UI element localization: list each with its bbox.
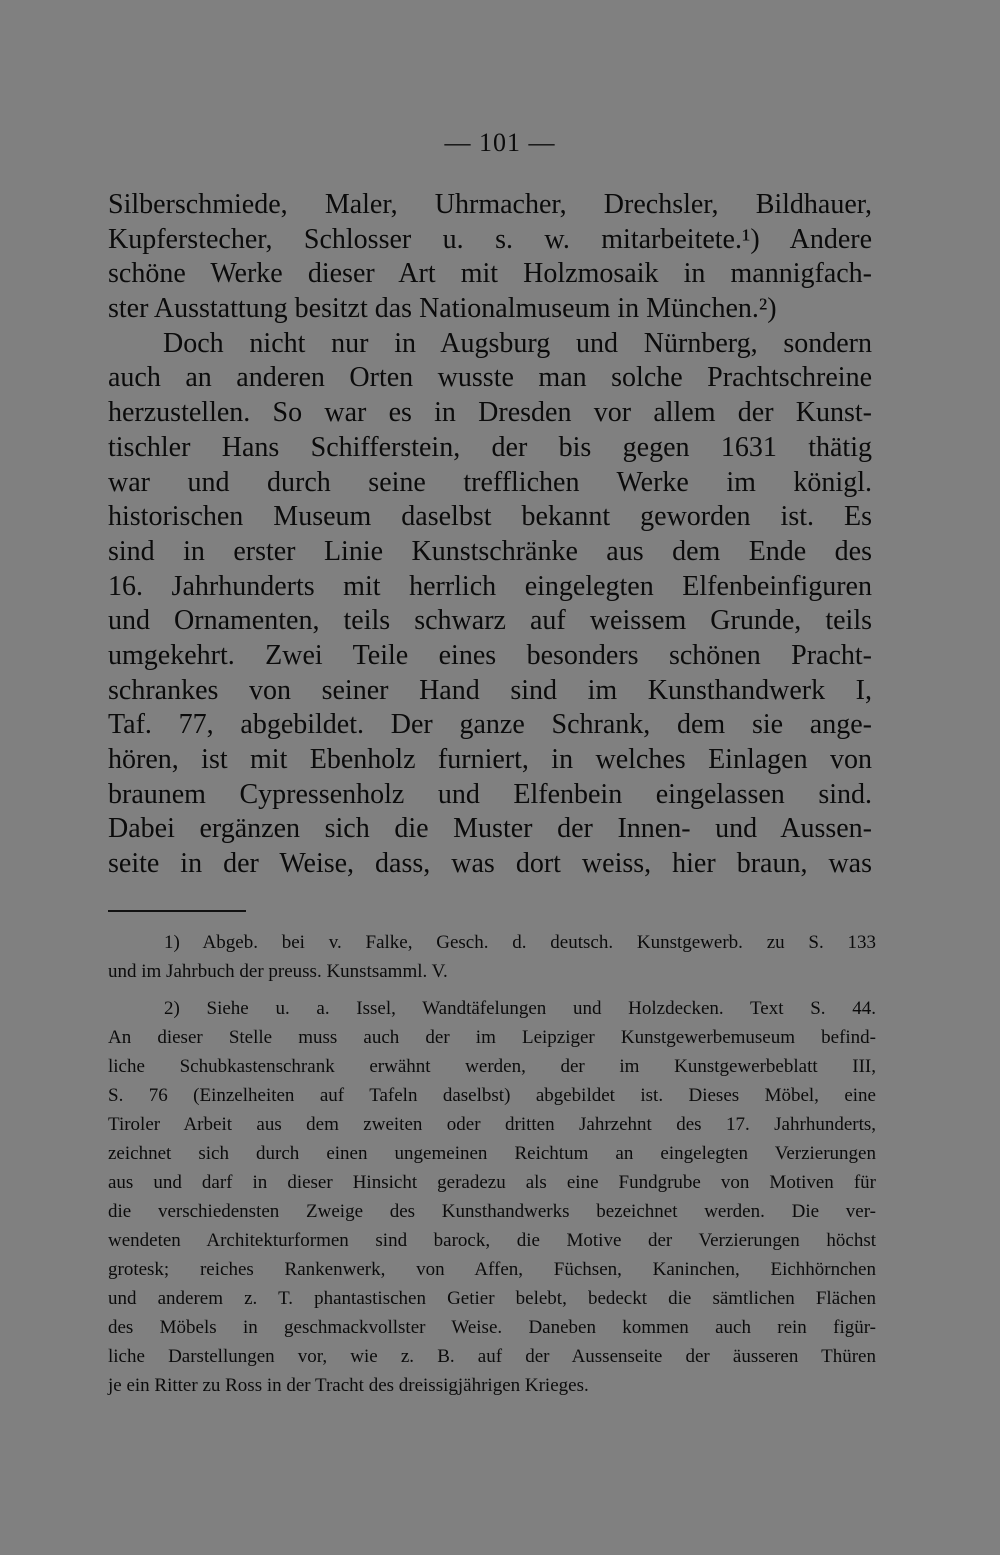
footnote-2	[108, 994, 876, 1400]
footnote-line: des Möbels in geschmackvollster Weise. Daneben kommen auch rein figür-	[108, 1317, 876, 1338]
text-line: umgekehrt. Zwei Teile eines besonders schönen Pracht-	[108, 639, 872, 671]
footnote-line: grotesk; reiches Rankenwerk, von Affen, Füchsen, Kaninchen, Eichhörnchen	[108, 1259, 876, 1280]
footnote-line: Tiroler Arbeit aus dem zweiten oder dritten Jahrzehnt des 17. Jahrhunderts,	[108, 1114, 876, 1135]
footnote-line: S. 76 (Einzelheiten auf Tafeln daselbst) abgebildet ist. Dieses Möbel, eine	[108, 1085, 876, 1106]
main-text	[108, 188, 872, 882]
footnote-line: und im Jahrbuch der preuss. Kunstsamml. V.	[108, 961, 448, 982]
footnote-line: 1) Abgeb. bei v. Falke, Gesch. d. deutsch. Kunstgewerb. zu S. 133	[164, 932, 876, 953]
footnote-line: wendeten Architekturformen sind barock, die Motive der Verzierungen höchst	[108, 1230, 876, 1251]
footnote-line: liche Darstellungen vor, wie z. B. auf der Aussenseite der äusseren Thüren	[108, 1346, 876, 1367]
footnote-line: An dieser Stelle muss auch der im Leipziger Kunstgewerbemuseum befind-	[108, 1027, 876, 1048]
text-line: schrankes von seiner Hand sind im Kunsthandwerk I,	[108, 674, 872, 706]
text-line: auch an anderen Orten wusste man solche Prachtschreine	[108, 362, 872, 394]
text-line: schöne Werke dieser Art mit Holzmosaik in mannigfach-	[108, 258, 872, 290]
footnotes	[108, 928, 876, 1400]
footnote-line: je ein Ritter zu Ross in der Tracht des dreissigjährigen Krieges.	[108, 1375, 589, 1396]
footnote-line: die verschiedensten Zweige des Kunsthandwerks bezeichnet werden. Die ver-	[108, 1201, 876, 1222]
footnote-line: aus und darf in dieser Hinsicht geradezu als eine Fundgrube von Motiven für	[108, 1172, 876, 1193]
text-line: Doch nicht nur in Augsburg und Nürnberg, sondern	[163, 327, 872, 359]
footnote-divider	[108, 910, 246, 912]
text-line: war und durch seine trefflichen Werke im königl.	[108, 466, 872, 498]
page-number: — 101 —	[444, 128, 556, 157]
text-line: ster Ausstattung besitzt das Nationalmuseum in München.²)	[108, 293, 777, 325]
text-line: Silberschmiede, Maler, Uhrmacher, Drechsler, Bildhauer,	[108, 189, 872, 220]
text-line: Dabei ergänzen sich die Muster der Innen- und Aussen-	[108, 813, 872, 845]
text-line: tischler Hans Schifferstein, der bis gegen 1631 thätig	[108, 431, 872, 463]
text-line: 16. Jahrhunderts mit herrlich eingelegten Elfenbeinfiguren	[108, 570, 872, 602]
text-line: Kupferstecher, Schlosser u. s. w. mitarbeitete.¹) Andere	[108, 223, 872, 255]
text-line: und Ornamenten, teils schwarz auf weissem Grunde, teils	[108, 605, 872, 637]
text-line: sind in erster Linie Kunstschränke aus dem Ende des	[108, 535, 872, 567]
footnote-1	[108, 928, 876, 986]
text-line: hören, ist mit Ebenholz furniert, in welches Einlagen von	[108, 744, 872, 775]
text-line: braunem Cypressenholz und Elfenbein eingelassen sind.	[108, 778, 872, 810]
text-line: Taf. 77, abgebildet. Der ganze Schrank, dem sie ange-	[108, 709, 872, 741]
footnote-line: zeichnet sich durch einen ungemeinen Reichtum an eingelegten Verzierungen	[108, 1143, 876, 1164]
text-line: herzustellen. So war es in Dresden vor allem der Kunst-	[108, 397, 872, 429]
text-line: historischen Museum daselbst bekannt geworden ist. Es	[108, 501, 872, 533]
footnote-line: und anderem z. T. phantastischen Getier belebt, bedeckt die sämtlichen Flächen	[108, 1288, 876, 1309]
footnote-line: liche Schubkastenschrank erwähnt werden, der im Kunstgewerbeblatt III,	[108, 1056, 876, 1077]
footnote-line: 2) Siehe u. a. Issel, Wandtäfelungen und Holzdecken. Text S. 44.	[164, 998, 876, 1019]
text-line: seite in der Weise, dass, was dort weiss, hier braun, was	[108, 848, 872, 880]
